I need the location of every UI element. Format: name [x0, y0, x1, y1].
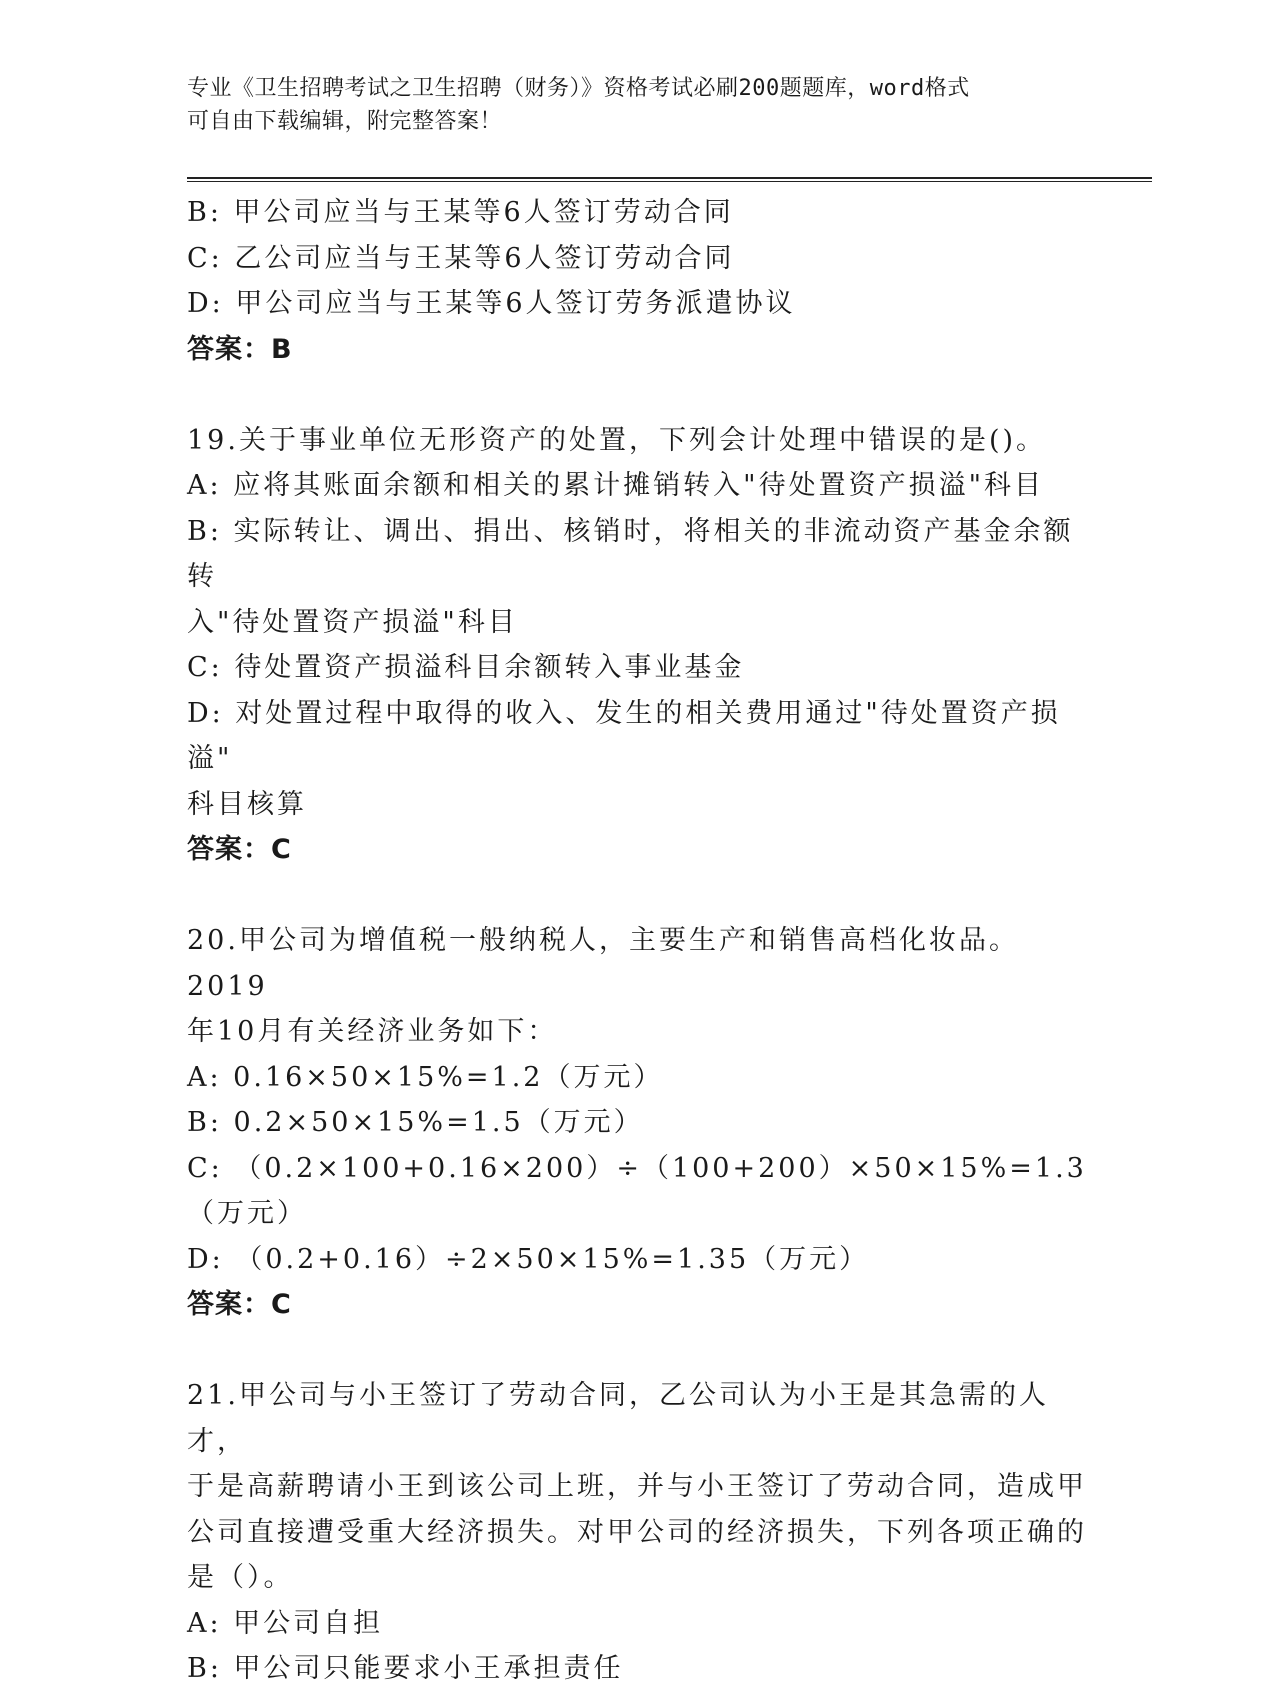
q19-option-d-line-1: D: 对处置过程中取得的收入、发生的相关费用通过"待处置资产损溢" — [187, 697, 1061, 774]
q20-option-c: C: （0.2×100+0.16×200）÷（100+200）×50×15%=1.3（万元） — [187, 1152, 1087, 1229]
spacer — [187, 873, 1087, 919]
header-title-line-2: 可自由下载编辑，附完整答案！ — [187, 109, 503, 134]
q20-answer: 答案：C — [187, 1289, 292, 1320]
q21-option-b: B: 甲公司只能要求小王承担责任 — [187, 1653, 624, 1684]
question-18-block — [187, 190, 1087, 372]
q21-question-line-2: 于是高薪聘请小王到该公司上班，并与小王签订了劳动合同，造成甲 — [187, 1471, 1087, 1502]
q20-option-d: D: （0.2+0.16）÷2×50×15%=1.35（万元） — [187, 1243, 870, 1275]
q19-option-a: A: 应将其账面余额和相关的累计摊销转入"待处置资产损溢"科目 — [187, 470, 1045, 501]
q19-option-b-line-2: 入"待处置资产损溢"科目 — [187, 606, 518, 638]
q21-question-line-3: 公司直接遭受重大经济损失。对甲公司的经济损失，下列各项正确的 — [187, 1516, 1087, 1548]
document-body — [187, 190, 1087, 1692]
q21-question-line-4: 是（）。 — [187, 1562, 294, 1593]
q20-question-line-1: 20.甲公司为增值税一般纳税人，主要生产和销售高档化妆品。2019 — [187, 925, 1019, 1002]
q18-option-b: B: 甲公司应当与王某等6人签订劳动合同 — [187, 197, 734, 228]
header-divider — [187, 177, 1152, 182]
q19-option-d-line-2: 科目核算 — [187, 788, 307, 820]
q20-option-b: B: 0.2×50×15%=1.5（万元） — [187, 1107, 644, 1138]
document-header — [187, 72, 1067, 138]
q18-option-c: C: 乙公司应当与王某等6人签订劳动合同 — [187, 242, 735, 274]
question-20-block — [187, 918, 1087, 1328]
q21-question-line-1: 21.甲公司与小王签订了劳动合同，乙公司认为小王是其急需的人才， — [187, 1380, 1049, 1457]
q18-answer: 答案：B — [187, 333, 293, 365]
question-19-block — [187, 418, 1087, 873]
q19-question: 19.关于事业单位无形资产的处置，下列会计处理中错误的是()。 — [187, 424, 1047, 456]
q19-option-b-line-1: B: 实际转让、调出、捐出、核销时，将相关的非流动资产基金余额转 — [187, 515, 1074, 592]
q20-question-line-2: 年10月有关经济业务如下： — [187, 1016, 558, 1047]
q19-answer: 答案：C — [187, 834, 292, 865]
q18-option-d: D: 甲公司应当与王某等6人签订劳务派遣协议 — [187, 288, 796, 319]
q20-option-a: A: 0.16×50×15%=1.2（万元） — [187, 1061, 664, 1093]
question-21-block — [187, 1373, 1087, 1692]
spacer — [187, 372, 1087, 418]
spacer — [187, 1328, 1087, 1374]
q19-option-c: C: 待处置资产损溢科目余额转入事业基金 — [187, 652, 745, 683]
q21-option-a: A: 甲公司自担 — [187, 1607, 384, 1639]
header-title-line-1: 专业《卫生招聘考试之卫生招聘（财务）》资格考试必刷200题题库，word格式 — [187, 76, 970, 101]
